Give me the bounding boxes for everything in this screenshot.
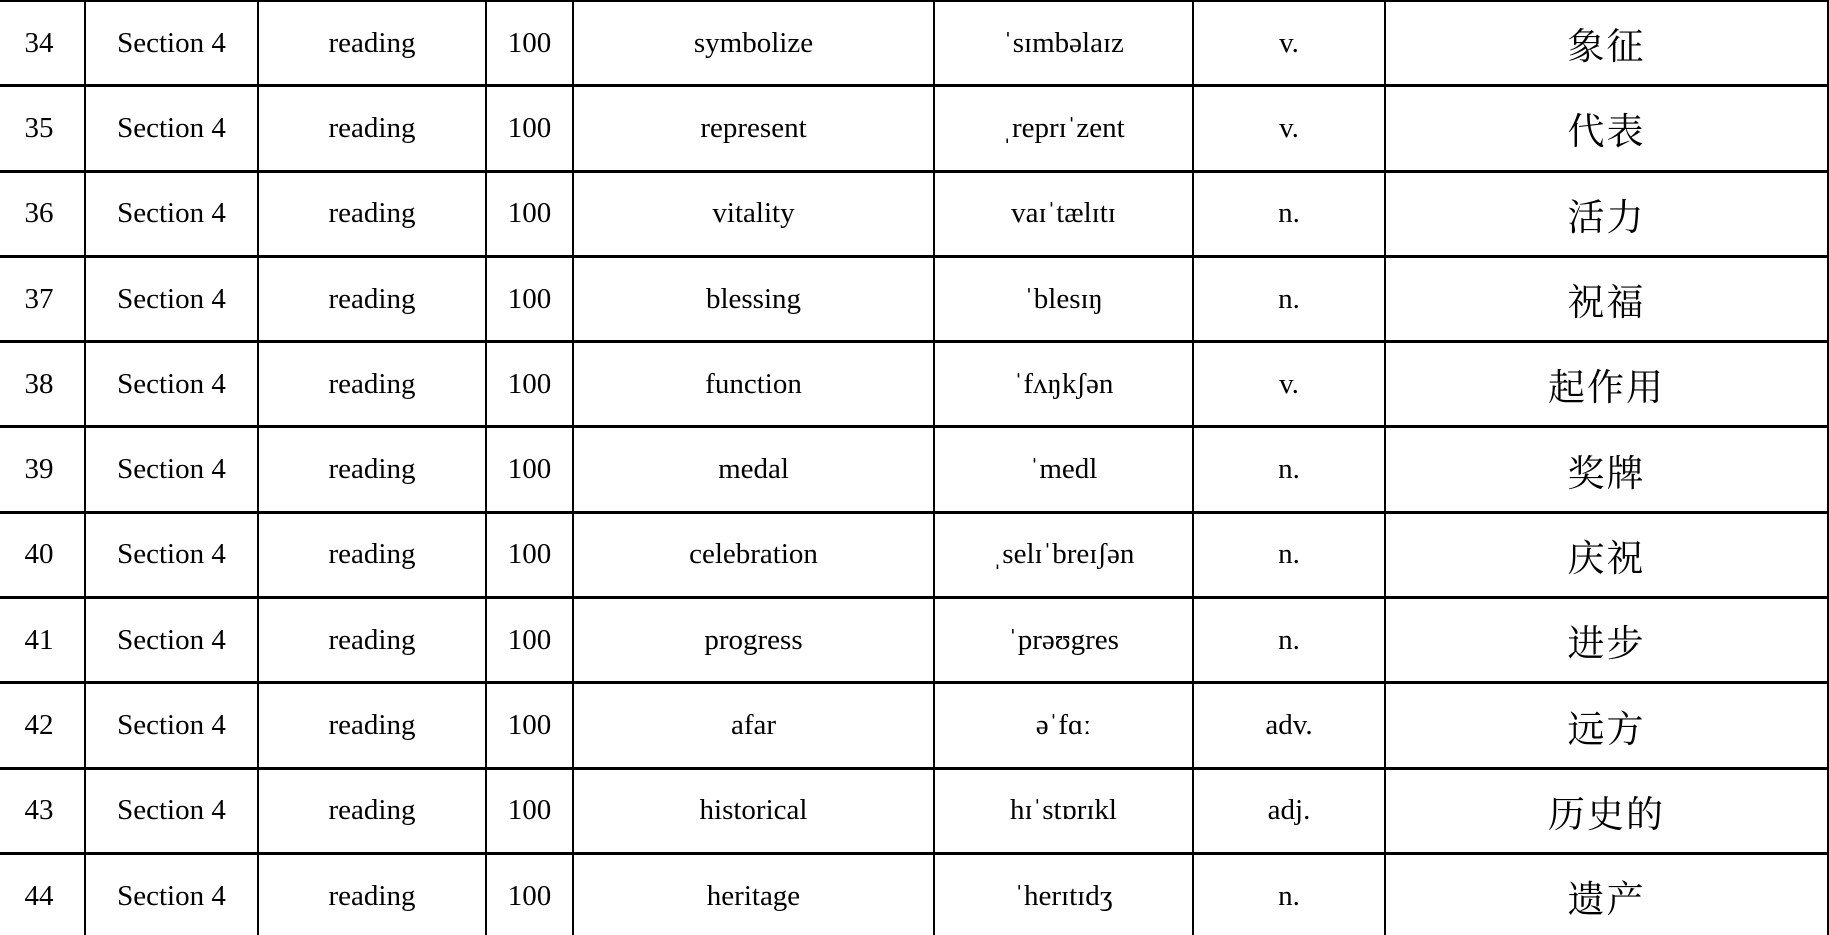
cell-part-of-speech: n.: [1193, 512, 1385, 597]
cell-phonetic: ˈsɪmbəlaɪz: [934, 1, 1193, 86]
cell-row-number: 43: [0, 768, 85, 853]
cell-section: Section 4: [85, 853, 258, 935]
cell-category: reading: [258, 256, 486, 341]
cell-part-of-speech: adv.: [1193, 683, 1385, 768]
cell-score: 100: [486, 1, 573, 86]
cell-english-word: function: [573, 342, 934, 427]
cell-section: Section 4: [85, 683, 258, 768]
cell-chinese-meaning: 远方: [1385, 683, 1828, 768]
cell-part-of-speech: n.: [1193, 256, 1385, 341]
cell-phonetic: əˈfɑː: [934, 683, 1193, 768]
table-row: [0, 598, 1828, 683]
cell-phonetic: hɪˈstɒrɪkl: [934, 768, 1193, 853]
cell-row-number: 37: [0, 256, 85, 341]
cell-phonetic: ˌselɪˈbreɪʃən: [934, 512, 1193, 597]
cell-english-word: afar: [573, 683, 934, 768]
cell-part-of-speech: n.: [1193, 171, 1385, 256]
cell-chinese-meaning: 代表: [1385, 86, 1828, 171]
cell-category: reading: [258, 171, 486, 256]
cell-phonetic: ˈherɪtɪdʒ: [934, 853, 1193, 935]
cell-row-number: 36: [0, 171, 85, 256]
cell-english-word: heritage: [573, 853, 934, 935]
cell-part-of-speech: v.: [1193, 1, 1385, 86]
cell-score: 100: [486, 256, 573, 341]
cell-section: Section 4: [85, 1, 258, 86]
cell-chinese-meaning: 庆祝: [1385, 512, 1828, 597]
cell-part-of-speech: n.: [1193, 427, 1385, 512]
cell-row-number: 44: [0, 853, 85, 935]
cell-row-number: 42: [0, 683, 85, 768]
cell-section: Section 4: [85, 86, 258, 171]
table-row: [0, 86, 1828, 171]
cell-row-number: 38: [0, 342, 85, 427]
cell-english-word: medal: [573, 427, 934, 512]
cell-category: reading: [258, 512, 486, 597]
cell-part-of-speech: v.: [1193, 342, 1385, 427]
table-row: [0, 342, 1828, 427]
cell-chinese-meaning: 活力: [1385, 171, 1828, 256]
cell-chinese-meaning: 遗产: [1385, 853, 1828, 935]
cell-english-word: represent: [573, 86, 934, 171]
cell-category: reading: [258, 683, 486, 768]
cell-category: reading: [258, 342, 486, 427]
cell-section: Section 4: [85, 768, 258, 853]
table-row: [0, 1, 1828, 86]
cell-english-word: progress: [573, 598, 934, 683]
cell-part-of-speech: n.: [1193, 598, 1385, 683]
cell-row-number: 34: [0, 1, 85, 86]
table-row: [0, 768, 1828, 853]
cell-score: 100: [486, 427, 573, 512]
cell-section: Section 4: [85, 256, 258, 341]
cell-category: reading: [258, 768, 486, 853]
cell-score: 100: [486, 512, 573, 597]
cell-phonetic: ˈblesɪŋ: [934, 256, 1193, 341]
cell-score: 100: [486, 768, 573, 853]
cell-category: reading: [258, 427, 486, 512]
cell-phonetic: vaɪˈtælɪtɪ: [934, 171, 1193, 256]
cell-score: 100: [486, 683, 573, 768]
cell-part-of-speech: adj.: [1193, 768, 1385, 853]
cell-section: Section 4: [85, 598, 258, 683]
cell-english-word: symbolize: [573, 1, 934, 86]
table-row: [0, 512, 1828, 597]
cell-score: 100: [486, 342, 573, 427]
table-row: [0, 171, 1828, 256]
cell-score: 100: [486, 171, 573, 256]
vocabulary-table-body: [0, 1, 1828, 935]
cell-section: Section 4: [85, 427, 258, 512]
cell-english-word: blessing: [573, 256, 934, 341]
cell-category: reading: [258, 598, 486, 683]
cell-chinese-meaning: 起作用: [1385, 342, 1828, 427]
cell-part-of-speech: n.: [1193, 853, 1385, 935]
cell-score: 100: [486, 86, 573, 171]
cell-category: reading: [258, 1, 486, 86]
cell-chinese-meaning: 进步: [1385, 598, 1828, 683]
cell-phonetic: ˈfʌŋkʃən: [934, 342, 1193, 427]
cell-row-number: 40: [0, 512, 85, 597]
cell-english-word: celebration: [573, 512, 934, 597]
cell-part-of-speech: v.: [1193, 86, 1385, 171]
cell-english-word: historical: [573, 768, 934, 853]
table-row: [0, 853, 1828, 935]
cell-chinese-meaning: 奖牌: [1385, 427, 1828, 512]
cell-score: 100: [486, 853, 573, 935]
cell-chinese-meaning: 祝福: [1385, 256, 1828, 341]
cell-section: Section 4: [85, 512, 258, 597]
table-row: [0, 683, 1828, 768]
cell-phonetic: ˈmedl: [934, 427, 1193, 512]
cell-phonetic: ˌreprɪˈzent: [934, 86, 1193, 171]
cell-section: Section 4: [85, 342, 258, 427]
cell-english-word: vitality: [573, 171, 934, 256]
cell-phonetic: ˈprəʊgres: [934, 598, 1193, 683]
cell-score: 100: [486, 598, 573, 683]
cell-category: reading: [258, 853, 486, 935]
cell-row-number: 41: [0, 598, 85, 683]
cell-row-number: 35: [0, 86, 85, 171]
cell-row-number: 39: [0, 427, 85, 512]
table-row: [0, 256, 1828, 341]
cell-chinese-meaning: 历史的: [1385, 768, 1828, 853]
cell-section: Section 4: [85, 171, 258, 256]
table-row: [0, 427, 1828, 512]
cell-chinese-meaning: 象征: [1385, 1, 1828, 86]
cell-category: reading: [258, 86, 486, 171]
